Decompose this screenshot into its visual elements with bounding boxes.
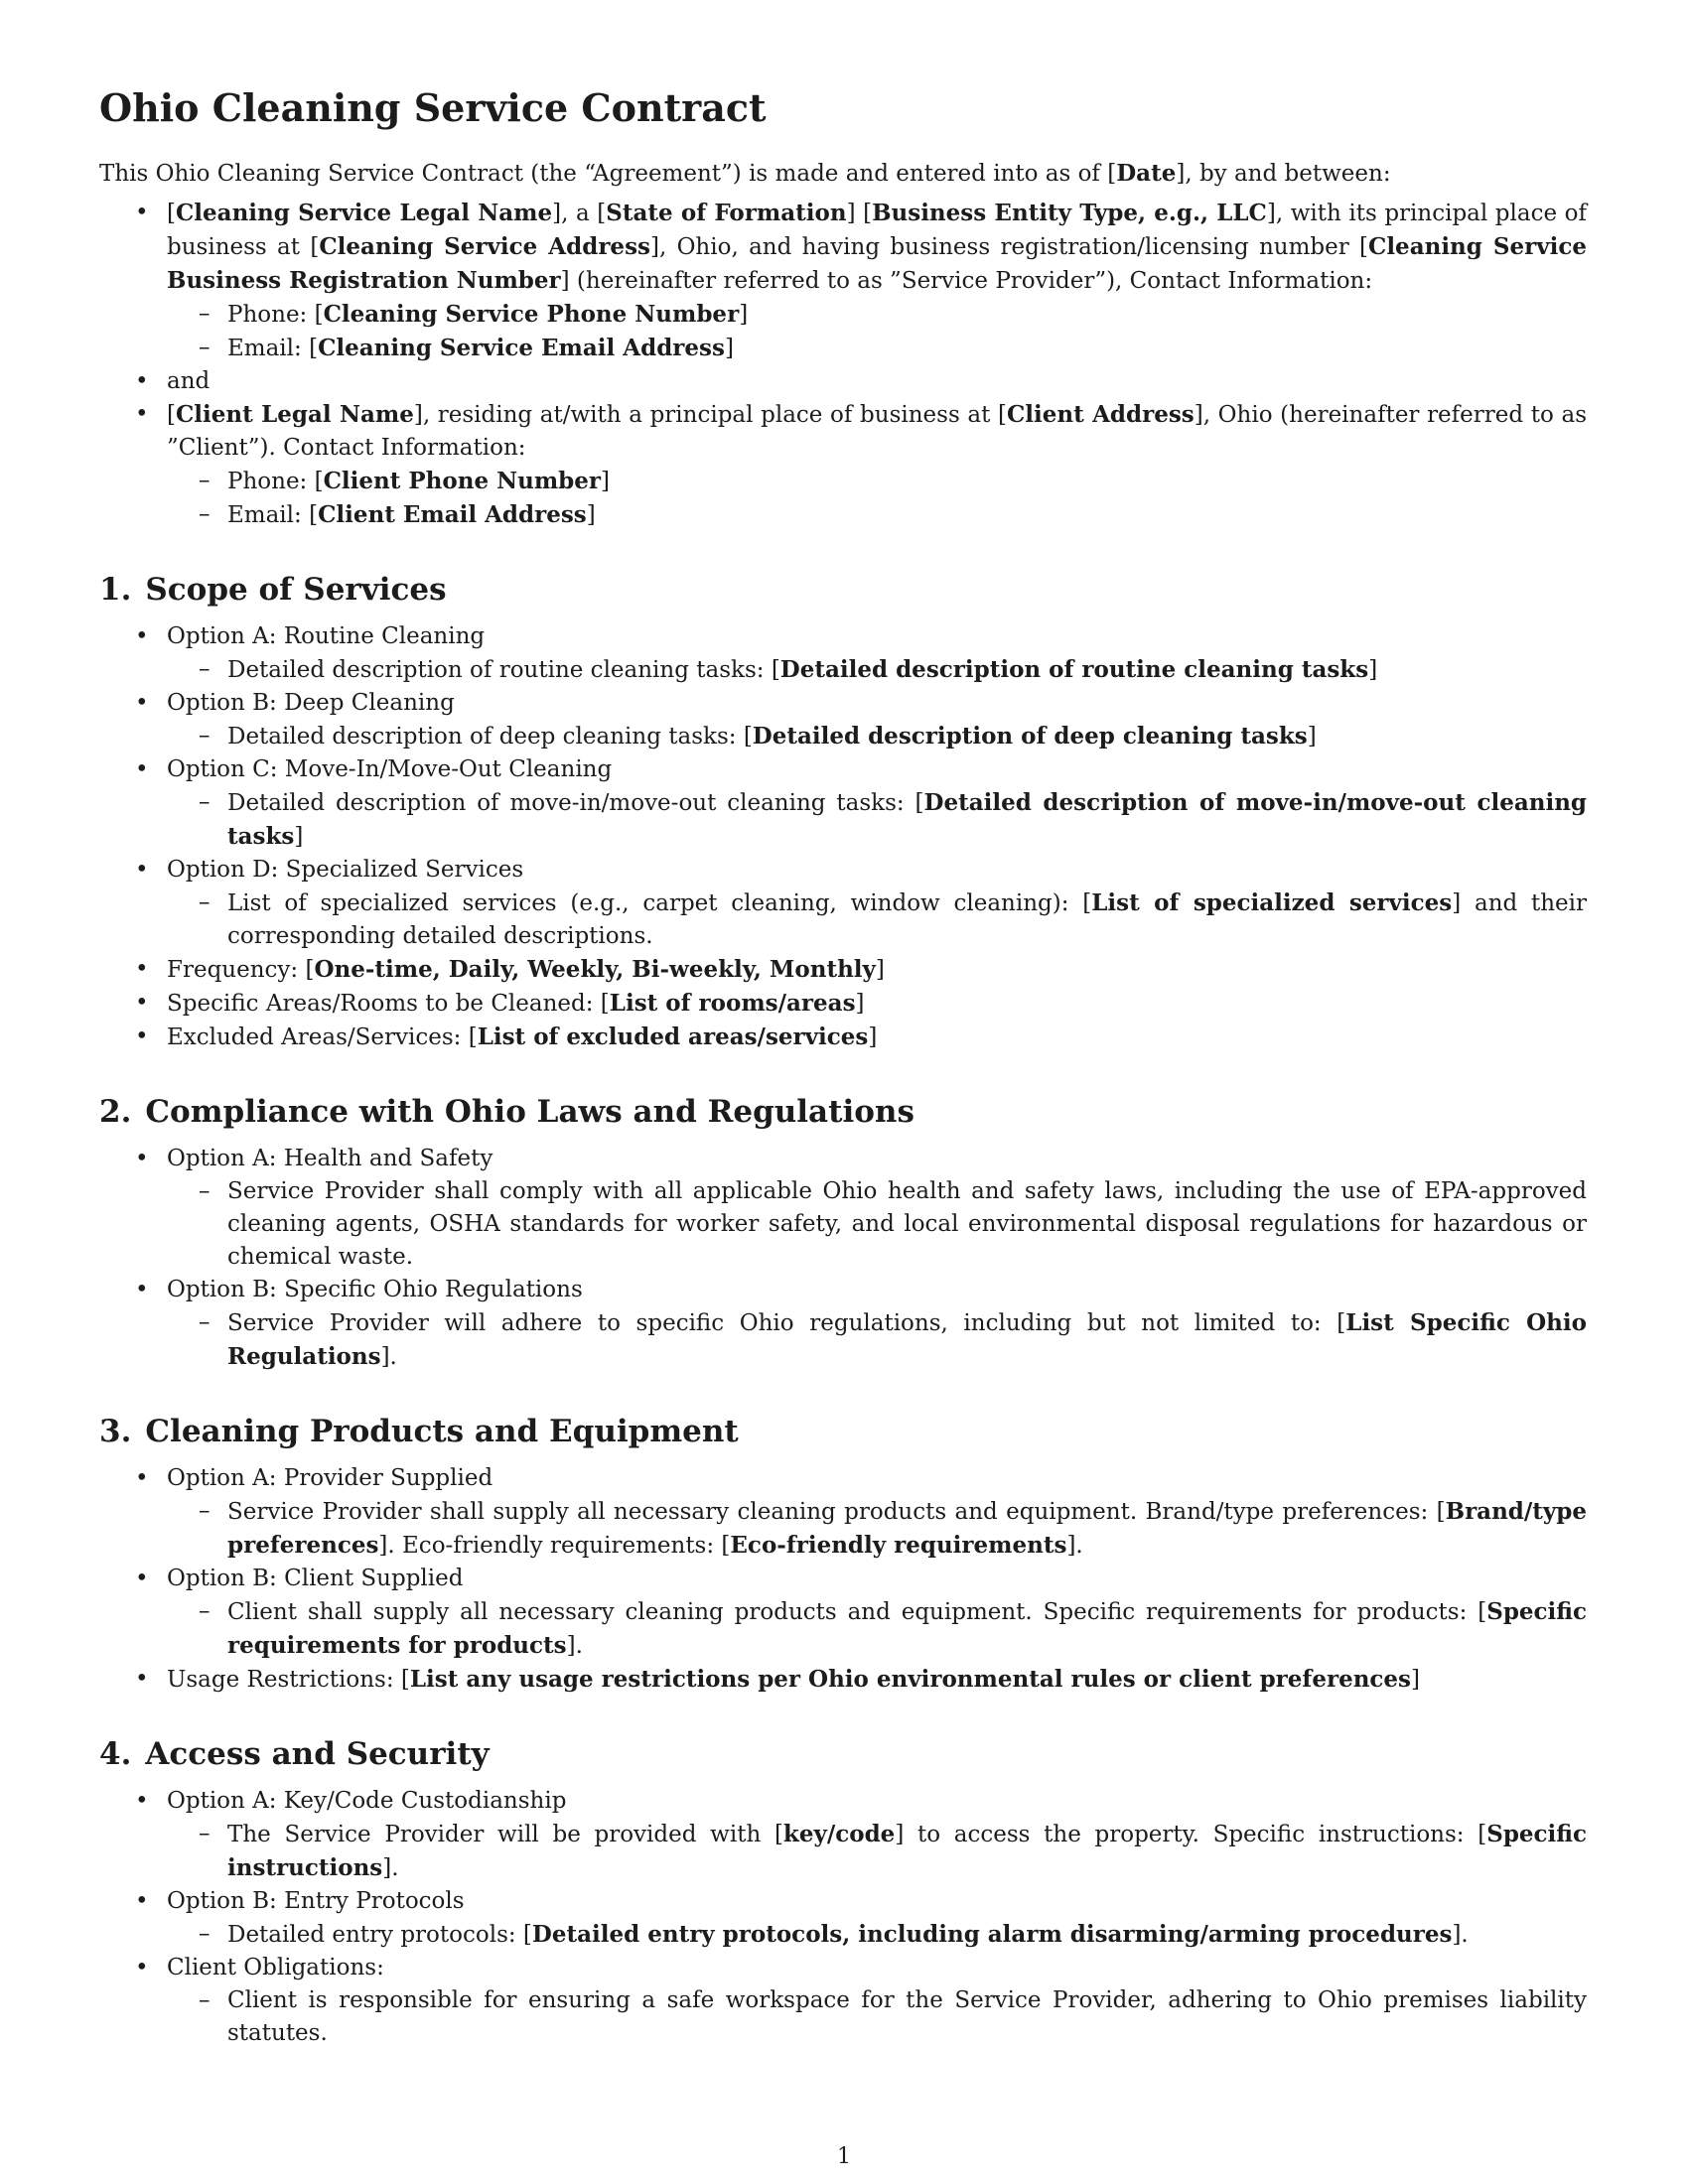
party-provider: • [Cleaning Service Legal Name], a [State of Formation] [Business Entity Type, e.g., LLC], with its principal place of business at [Cleaning Service Address], Ohio, and having business registration/licensing number [Cleaning Service Business Registration Number] (hereinafter referred to as ”Service Provider”), Contact Information: – Phone: [Cleaning Service Phone Number] – Email: [Cleaning Service Email Address] [99,197,1587,365]
provider-contact-list [167,298,1587,365]
section-heading-products: 3. Cleaning Products and Equipment [99,1413,739,1449]
list-item: • Option A: Key/Code Custodianship – The Service Provider will be provided with [key/code] to access the property. Specific instructions: [Specific instructions]. [99,1785,1587,1885]
list-item: • Client Obligations: – Client is responsible for ensuring a safe workspace for the Service Provider, adhering to Ohio premises liability statutes. [99,1952,1587,2050]
scope-list [99,620,1587,1054]
list-item: • Option A: Health and Safety – Service Provider shall comply with all applicable Ohio health and safety laws, including the use of EPA-approved cleaning agents, OSHA standards for worker safety, and local environmental disposal regulations for hazardous or chemical waste. [99,1143,1587,1274]
client-email: – Email: [Client Email Address] [167,498,1587,532]
document-title: Ohio Cleaning Service Contract [99,85,767,130]
list-item: • Option B: Deep Cleaning – Detailed description of deep cleaning tasks: [Detailed description of deep cleaning tasks] [99,687,1587,753]
list-item: • Usage Restrictions: [List any usage restrictions per Ohio environmental rules or client preferences] [99,1663,1587,1697]
list-item: – Detailed description of deep cleaning tasks: [Detailed description of deep cleaning tasks] [167,720,1587,753]
list-item: – Detailed description of move-in/move-out cleaning tasks: [Detailed description of move-in/move-out cleaning tasks] [167,786,1587,854]
list-item: • Option A: Routine Cleaning – Detailed description of routine cleaning tasks: [Detailed description of routine cleaning tasks] [99,620,1587,687]
list-item: • Frequency: [One-time, Daily, Weekly, Bi-weekly, Monthly] [99,953,1587,987]
list-item: – Service Provider shall supply all necessary cleaning products and equipment. Brand/type preferences: [Brand/type preferences]. Eco-friendly requirements: [Eco-friendly requirements]. [167,1495,1587,1563]
list-item: – Detailed description of routine cleaning tasks: [Detailed description of routine cleaning tasks] [167,653,1587,687]
section-heading-scope: 1. Scope of Services [99,571,447,608]
products-list [99,1462,1587,1697]
parties-list [99,197,1587,532]
list-item: • Option D: Specialized Services – List of specialized services (e.g., carpet cleaning, window cleaning): [List of specialized services] and their corresponding detailed descriptions. [99,854,1587,953]
intro-paragraph: This Ohio Cleaning Service Contract (the “Agreement”) is made and entered into as of [Date], by and between: [99,159,1391,187]
list-item: – The Service Provider will be provided with [key/code] to access the property. Specific instructions: [Specific instructions]. [167,1818,1587,1885]
list-item: • Option B: Client Supplied – Client shall supply all necessary cleaning products and equipment. Specific requirements for products: [Specific requirements for products]. [99,1563,1587,1663]
page-number: 1 [837,2144,851,2169]
party-client: • [Client Legal Name], residing at/with a principal place of business at [Client Address], Ohio (hereinafter referred to as ”Client”). Contact Information: – Phone: [Client Phone Number] – Email: [Client Email Address] [99,398,1587,532]
list-item: – Service Provider will adhere to specific Ohio regulations, including but not limited to: [List Specific Ohio Regulations]. [167,1306,1587,1374]
access-list [99,1785,1587,2050]
list-item: • Option A: Provider Supplied – Service Provider shall supply all necessary cleaning products and equipment. Brand/type preferences: [Brand/type preferences]. Eco-friendly requirements: [Eco-friendly requirements]. [99,1462,1587,1563]
list-item: – Service Provider shall comply with all applicable Ohio health and safety laws, including the use of EPA-approved cleaning agents, OSHA standards for worker safety, and local environmental disposal regulations for hazardous or chemical waste. [167,1175,1587,1274]
section-heading-compliance: 2. Compliance with Ohio Laws and Regulations [99,1093,914,1130]
section-heading-access: 4. Access and Security [99,1736,490,1773]
list-item: • Option B: Entry Protocols – Detailed entry protocols: [Detailed entry protocols, including alarm disarming/arming procedures]. [99,1885,1587,1952]
provider-phone: – Phone: [Cleaning Service Phone Number] [167,298,1587,332]
compliance-list [99,1143,1587,1374]
party-and: • and [99,365,1587,398]
list-item: – Client shall supply all necessary cleaning products and equipment. Specific requirements for products: [Specific requirements for products]. [167,1595,1587,1663]
client-contact-list [167,465,1587,532]
contract-page [99,85,1587,2050]
list-item: • Option C: Move-In/Move-Out Cleaning – Detailed description of move-in/move-out cleaning tasks: [Detailed description of move-in/move-out cleaning tasks] [99,753,1587,854]
list-item: • Specific Areas/Rooms to be Cleaned: [List of rooms/areas] [99,987,1587,1021]
list-item: • Option B: Specific Ohio Regulations – Service Provider will adhere to specific Ohio regulations, including but not limited to: [List Specific Ohio Regulations]. [99,1274,1587,1374]
list-item: • Excluded Areas/Services: [List of excluded areas/services] [99,1021,1587,1054]
client-phone: – Phone: [Client Phone Number] [167,465,1587,498]
list-item: – List of specialized services (e.g., carpet cleaning, window cleaning): [List of specialized services] and their corresponding detailed descriptions. [167,887,1587,953]
list-item: – Client is responsible for ensuring a safe workspace for the Service Provider, adhering to Ohio premises liability statutes. [167,1984,1587,2050]
list-item: – Detailed entry protocols: [Detailed entry protocols, including alarm disarming/arming procedures]. [167,1918,1587,1952]
provider-email: – Email: [Cleaning Service Email Address] [167,332,1587,365]
date-placeholder: Date [1116,159,1177,187]
